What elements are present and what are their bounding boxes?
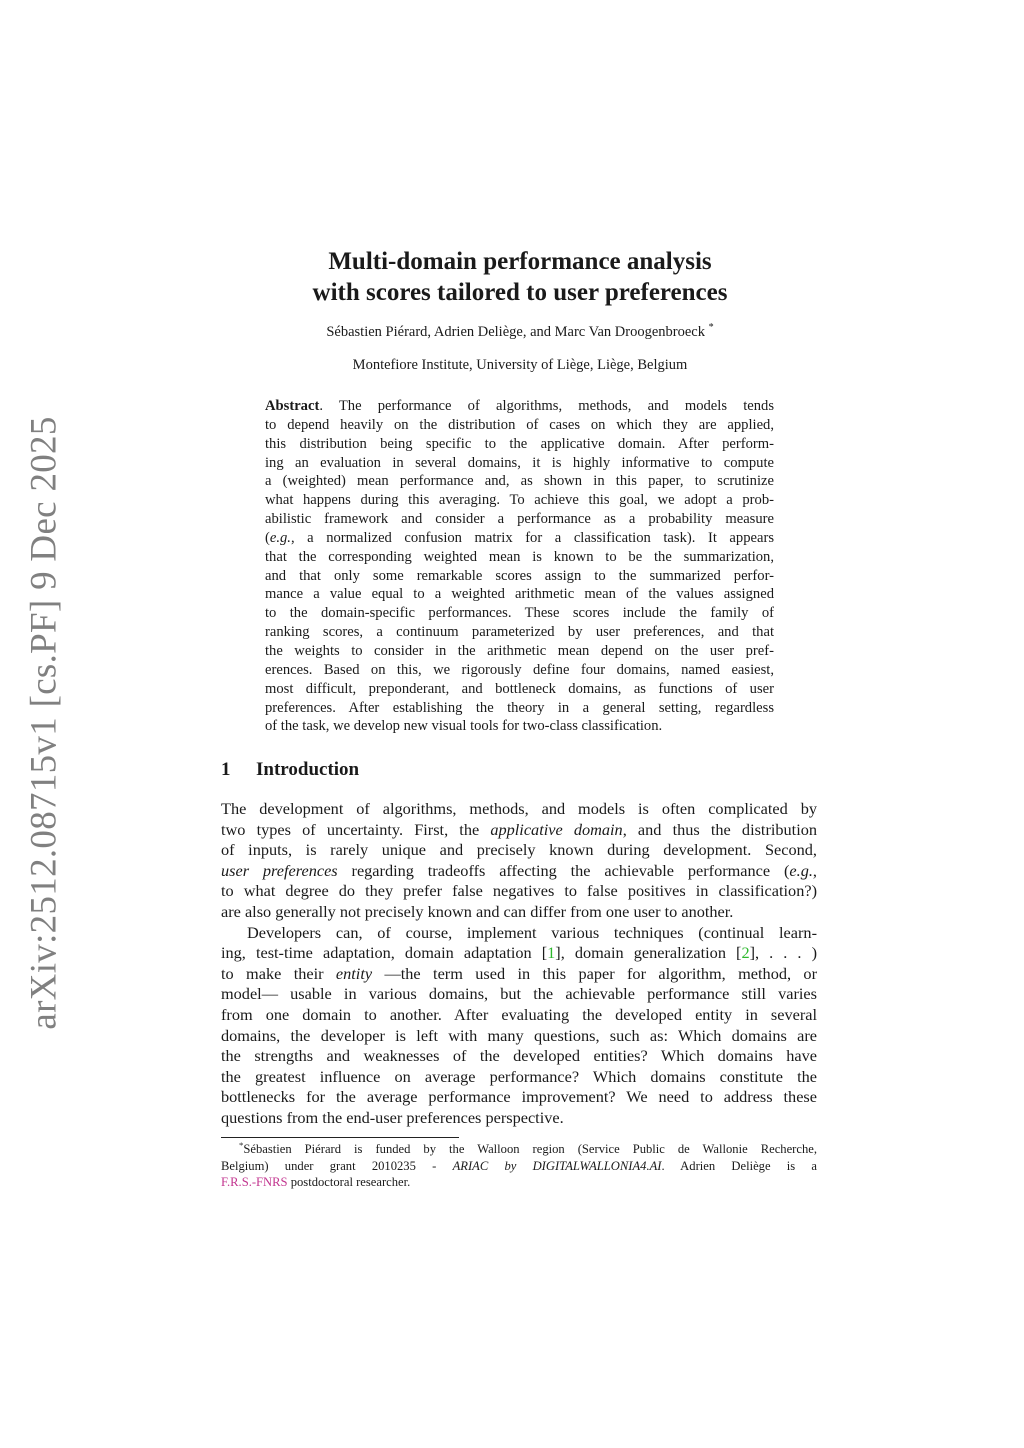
text-run: , a normalized confusion matrix for a classification task). It appears (290, 529, 774, 546)
text-line (265, 510, 774, 529)
text-line (265, 604, 774, 623)
text-line (265, 435, 774, 454)
text-line (221, 1087, 817, 1108)
section-title: Introduction (256, 759, 360, 780)
text-run: ], domain generalization [ (555, 943, 742, 963)
text-line (221, 799, 817, 820)
text-line (265, 699, 774, 718)
funder-link[interactable]: F.R.S.-FNRS (221, 1175, 288, 1189)
citation-link[interactable]: 2 (741, 943, 750, 963)
text-line (221, 1026, 817, 1047)
text-run: ranking scores, a continuum parameterized by user preferences, and that (265, 624, 774, 641)
text-run: bottlenecks for the average performance improvement? We need to address these (221, 1087, 817, 1107)
paragraph (221, 799, 817, 923)
section-number: 1 (221, 759, 231, 780)
text-run: ing, test-time adaptation, domain adaptation [ (221, 943, 548, 963)
text-run: ing an evaluation in several domains, it is highly informative to compute (265, 454, 774, 471)
text-run: Sébastien Piérard is funded by the Walloon region (Service Public de Wallonie Recherche, (243, 1142, 817, 1156)
text-line (221, 1141, 817, 1158)
text-run: the weights to consider in the arithmetic mean depend on the user pref- (265, 642, 774, 659)
text-line (265, 454, 774, 473)
text-line (265, 472, 774, 491)
text-run: to what degree do they prefer false negatives to false positives in classification?) (221, 881, 817, 901)
paper-title-line-1: Multi-domain performance analysis (328, 248, 712, 275)
section-heading (221, 759, 359, 781)
text-run: this distribution being specific to the applicative domain. After perform- (265, 435, 774, 452)
authors (0, 324, 1024, 341)
text-run: questions from the end-user preferences perspective. (221, 1107, 564, 1127)
text-line (221, 923, 817, 944)
arxiv-identifier-stamp: arXiv:2512.08715v1 [cs.PF] 9 Dec 2025 (23, 416, 65, 1030)
text-run: Developers can, of course, implement various techniques (continual learn- (247, 922, 817, 942)
text-line (221, 984, 817, 1005)
text-run: to make their (221, 963, 336, 983)
text-line (265, 491, 774, 510)
text-run: The development of algorithms, methods, and models is often complicated by (221, 799, 817, 818)
text-line (265, 567, 774, 586)
text-line (265, 642, 774, 661)
text-run: a (weighted) mean performance and, as shown in this paper, to scrutinize (265, 473, 774, 490)
text-run: preferences. After establishing the theory in a general setting, regardless (265, 699, 774, 716)
text-run: Belgium) under grant 2010235 - (221, 1158, 453, 1173)
text-run: from one domain to another. After evaluating the developed entity in several (221, 1004, 817, 1024)
text-run: are also generally not precisely known and can differ from one user to another. (221, 901, 734, 921)
text-line (221, 1067, 817, 1088)
text-run: —the term used in this paper for algorithm, method, or (372, 963, 817, 983)
text-line (221, 1108, 817, 1129)
text-run: e.g. (789, 860, 813, 880)
text-line (221, 943, 817, 964)
text-line (265, 416, 774, 435)
text-run: mance a value equal to a weighted arithmetic mean of the values assigned (265, 586, 774, 603)
text-run: that the corresponding weighted mean is known to be the summarization, (265, 548, 774, 565)
text-run: what happens during this averaging. To achieve this goal, we adopt a prob- (265, 492, 774, 509)
text-run: user preferences (221, 860, 338, 880)
text-line (221, 861, 817, 882)
affiliation: Montefiore Institute, University of Liège, Liège, Belgium (352, 357, 688, 373)
paper-title-line-2: with scores tailored to user preferences (312, 279, 728, 306)
text-run: abilistic framework and consider a performance as a probability measure (265, 511, 774, 528)
text-line (221, 881, 817, 902)
text-line (265, 585, 774, 604)
text-run: ( (265, 529, 270, 546)
text-run: most difficult, preponderant, and bottleneck domains, as functions of user (265, 680, 774, 697)
text-line (221, 964, 817, 985)
text-line (221, 1158, 817, 1175)
paragraph (221, 923, 817, 1129)
text-line (265, 661, 774, 680)
author-names: Sébastien Piérard, Adrien Deliège, and Marc Van Droogenbroeck (326, 324, 705, 340)
text-run: the greatest influence on average performance? Which domains constitute the (221, 1066, 817, 1086)
abstract-label: Abstract (265, 398, 320, 414)
footnote (221, 1141, 817, 1191)
text-run: model— usable in various domains, but the achievable performance still varies (221, 984, 817, 1004)
text-run: ], . . . ) (749, 943, 817, 963)
text-run: applicative domain (490, 819, 623, 839)
text-run: entity (335, 963, 373, 983)
text-run: , (812, 860, 817, 880)
text-run: and that only some remarkable scores assign to the summarized perfor- (265, 567, 774, 584)
text-line (265, 623, 774, 642)
text-run: to depend heavily on the distribution of cases on which they are applied, (265, 416, 774, 433)
text-line (265, 529, 774, 548)
text-run: regarding tradeoffs affecting the achievable performance ( (337, 860, 790, 880)
text-run: the strengths and weaknesses of the developed entities? Which domains have (221, 1046, 817, 1066)
text-run: to the domain-specific performances. These scores include the family of (265, 605, 774, 622)
text-line (221, 1174, 817, 1191)
text-line (221, 820, 817, 841)
author-footnote-mark[interactable]: * (708, 322, 714, 334)
text-run: , and thus the distribution (622, 819, 817, 839)
text-line (265, 548, 774, 567)
abstract (265, 397, 774, 736)
footnote-mark: * (239, 1141, 244, 1150)
text-line (221, 1046, 817, 1067)
text-line (221, 902, 817, 923)
text-run: of inputs, is rarely unique and precisely known during development. Second, (221, 840, 817, 860)
text-line (265, 397, 774, 416)
text-run: domains, the developer is left with many questions, such as: Which domains are (221, 1025, 817, 1045)
text-run: . The performance of algorithms, methods, and models tends (319, 398, 774, 414)
introduction-body (221, 799, 817, 1129)
footnote-rule (221, 1137, 459, 1138)
text-run: two types of uncertainty. First, the (221, 819, 491, 839)
citation-link[interactable]: 1 (547, 943, 556, 963)
text-run: of the task, we develop new visual tools for two-class classification. (265, 718, 663, 735)
text-line (265, 717, 774, 736)
text-line (221, 840, 817, 861)
text-run: e.g. (269, 529, 291, 546)
text-run: . Adrien Deliège is a (661, 1158, 817, 1173)
text-run: erences. Based on this, we rigorously define four domains, named easiest, (265, 661, 774, 678)
text-run: ARIAC by DIGITALWALLONIA4.AI (452, 1158, 662, 1173)
text-line (265, 680, 774, 699)
text-run: postdoctoral researcher. (287, 1175, 411, 1189)
text-line (221, 1005, 817, 1026)
